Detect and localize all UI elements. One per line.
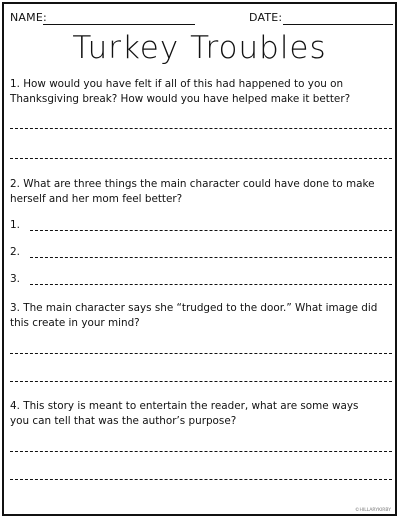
answer-line[interactable] bbox=[10, 451, 392, 452]
answer-line[interactable] bbox=[30, 284, 392, 285]
name-label: NAME: bbox=[10, 11, 47, 24]
question-1: 1. How would you have felt if all of this had happened to you on Thanksgiving break? How would you have helped make it better? bbox=[10, 78, 351, 105]
list-number: 2. bbox=[10, 246, 21, 258]
date-label: DATE: bbox=[249, 11, 283, 24]
name-line[interactable] bbox=[43, 24, 195, 25]
answer-line[interactable] bbox=[30, 257, 392, 258]
answer-line[interactable] bbox=[10, 479, 392, 480]
page-title: Turkey Troubles bbox=[72, 30, 327, 66]
answer-line[interactable] bbox=[10, 353, 392, 354]
answer-line[interactable] bbox=[10, 381, 392, 382]
answer-line[interactable] bbox=[10, 158, 392, 159]
answer-line[interactable] bbox=[10, 128, 392, 129]
date-line[interactable] bbox=[283, 24, 393, 25]
answer-line[interactable] bbox=[30, 230, 392, 231]
list-number: 3. bbox=[10, 273, 21, 285]
credit-text: ©HILLARYKIRBY bbox=[355, 508, 391, 513]
question-2: 2. What are three things the main character could have done to make herself and her mom feel better? bbox=[10, 178, 375, 205]
question-4: 4. This story is meant to entertain the reader, what are some ways you can tell that was the author’s purpose? bbox=[10, 400, 359, 427]
list-number: 1. bbox=[10, 219, 21, 231]
question-3: 3. The main character says she “trudged to the door.” What image did this create in your mind? bbox=[10, 302, 378, 329]
